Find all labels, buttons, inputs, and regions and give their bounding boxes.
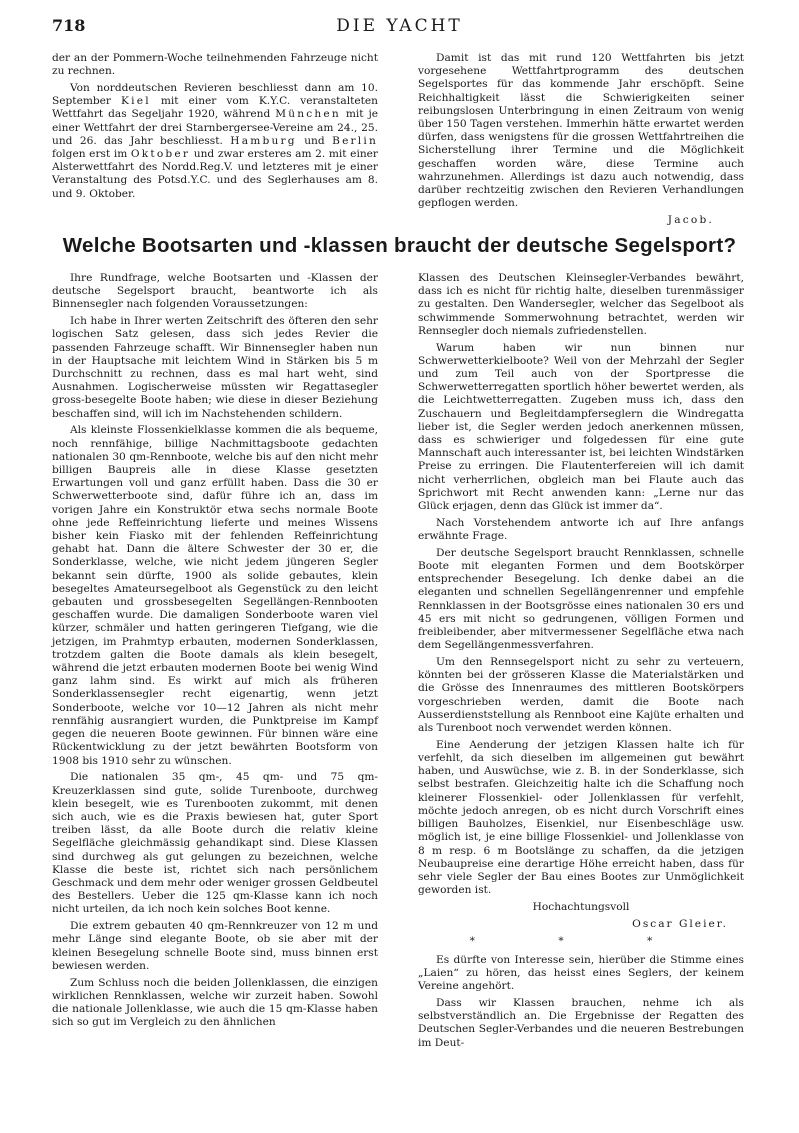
paragraph: Die extrem gebauten 40 qm-Rennkreuzer von 12 m und mehr Länge sind elegante Boote, ob sie aber mit der kleinen Besegelung schnelle Boote sind, muss binnen erst bewiesen werden. [52,920,378,972]
signature: Jacob. [667,214,714,227]
article-right-column [418,272,744,1053]
previous-article-left-column [52,52,378,204]
previous-article-right-column [418,52,744,227]
closing-salutation: Hochachtungsvoll [532,900,630,913]
page-number: 718 [52,16,86,35]
paragraph: Damit ist das mit rund 120 Wettfahrten bis jetzt vorgesehene Wettfahrtprogramm des deutschen Segelsportes für das kommende Jahr erschöpft. Seine Reichhaltigkeit lässt die Schwierigkeiten seiner reibungslosen Unterbringung in einen Zeitraum von wenig über 150 Tagen verstehen. Immerhin hätte erwartet werden dürfen, dass wenigstens für die grossen Wettfahrtreihen die Sicherstellung ihrer Termine und die Möglichkeit geschaffen worden wäre, diese Termine auch wahrzunehmen. Allerdings ist dazu auch notwendig, dass darüber rechtzeitig zwischen den Revieren Verhandlungen gepflogen werden. [418,52,744,210]
section-separator: * * * [469,934,693,947]
paragraph: Klassen des Deutschen Kleinsegler-Verbandes bewährt, dass ich es nicht für richtig halte, dieselben turenmässiger zu gestalten. Den Wandersegler, welcher das Segelboot als schwimmende Sommerwohnung betrachtet, werden wir Rennsegler doch niemals zufriedenstellen. [418,272,744,337]
paragraph: Dass wir Klassen brauchen, nehme ich als selbstverständlich an. Die Ergebnisse der Regatten des Deutschen Segler-Verbandes und die neueren Bestrebungen im Deut- [418,996,744,1049]
paragraph: Ich habe in Ihrer werten Zeitschrift des öfteren den sehr logischen Satz gelesen, dass sich jedes Revier die passenden Fahrzeuge schafft. Wir Binnensegler haben nun in der Hauptsache mit leichtem Wind in Stärken bis 5 m Durchschnitt zu rechnen, dass es mal hart weht, sind Ausnahmen. Logischerweise müssten wir Regattasegler gross-besegelte Boote haben; wie diese in dieser Beziehung beschaffen sind, will ich im Nachstehenden schildern. [52,315,378,420]
paragraph: Eine Aenderung der jetzigen Klassen halte ich für verfehlt, da sich dieselben im allgemeinen gut bewährt haben, und Auswüchse, wie z. B. in der Sonderklasse, sich selbst bestrafen. Gleichzeitig halte ich die Schaffung noch kleinerer Flossenkiel- oder Jollenklassen für verfehlt, möchte jedoch anregen, ob es nicht durch Vorschrift eines billigen Bauholzes, Eisenkiel, nur Eisenbeschläge usw. möglich ist, je eine billige Flossenkiel- und Jollenklasse von 8 m resp. 6 m Bootslänge zu schaffen, da die jetzigen Neubaupreise eine derartige Höhe erreicht haben, dass für sehr viele Segler der Bau eines Bootes zur Unmöglichkeit geworden ist. [418,738,744,897]
paragraph: Nach Vorstehendem antworte ich auf Ihre anfangs erwähnte Frage. [418,516,744,543]
article-title: Welche Bootsarten und -klassen braucht der deutsche Segelsport? [62,234,737,257]
paragraph: Ihre Rundfrage, welche Bootsarten und -Klassen der deutsche Segelsport braucht, beantworte ich als Binnensegler nach folgenden Voraussetzungen: [52,272,378,311]
author-name: Oscar Gleier. [632,917,728,930]
paragraph: Als kleinste Flossenkielklasse kommen die als bequeme, noch rennfähige, billige Nachmittagsboote gedachten nationalen 30 qm-Rennboote, welche bis auf den nicht mehr billigen Baupreis alle in diese Klasse gesetzten Erwartungen voll und ganz erfüllt haben. Dass die 30 er Schwerwetterboote sind, dafür führe ich an, dass im vorigen Jahre ein Konstruktör etwa sechs normale Boote ohne jede Reffeinrichtung lieferte und meines Wissens bisher kein Fiasko mit der fehlenden Reffeinrichtung gehabt hat. Dann die ältere Schwester der 30 er, die Sonderklasse, welche, wie nicht jedem jüngeren Segler bekannt sein dürfte, 1900 als solide gebautes, klein besegeltes Amateursegelboot als Gegenstück zu den leicht gebauten und grossbesegelten Segellängen-Rennbooten geschaffen wurde. Die damaligen Sonderboote waren viel kürzer, schmäler und hatten geringeren Tiefgang, wie die jetzigen, im Prahmtyp erbauten, modernen Sonderklassen, trotzdem galten die Boote damals als klein besegelt, während die jetzt erbauten modernen Boote bei wenig Wind ganz lahm sind. Es wirkt auf mich als früheren Sonderklassensegler recht eigenartig, wenn jetzt Sonderboote, welche vor 10—12 Jahren als nicht mehr rennfähig ausrangiert wurden, die Punktpreise im Kampf gegen die neueren Boote gewinnen. Für binnen wäre eine Rückentwicklung zu der jetzt bewährten Bootsform von 1908 bis 1910 sehr zu wünschen. [52,424,378,767]
paragraph: Warum haben wir nun binnen nur Schwerwetterkielboote? Weil von der Mehrzahl der Segler und zum Teil auch von der Sportpresse die Schwerwetterregatten sportlich höher bewertet werden, als die Leichtwetterregatten. Zugeben muss ich, dass den Zuschauern und Begleitdampferseglern die Windregatta lieber ist, die Segler werden jedoch anerkennen müssen, dass es schwieriger und folgedessen für eine gute Mannschaft auch interessanter ist, bei leichten Windstärken Preise zu erringen. Die Flautenterfereien will ich damit nicht verherrlichen, obgleich man bei Flaute auch das Sprichwort mit Recht anwenden kann: „Lerne nur das Glück erjagen, denn das Glück ist immer da“. [418,341,744,513]
paragraph: der an der Pommern-Woche teilnehmenden Fahrzeuge nicht zu rechnen. [52,52,378,78]
running-title: DIE YACHT [336,16,463,36]
paragraph: Es dürfte von Interesse sein, hierüber die Stimme eines „Laien“ zu hören, das heisst eines Seglers, der keinem Vereine angehört. [418,953,744,993]
article-left-column [52,272,378,1033]
paragraph: Um den Rennsegelsport nicht zu sehr zu verteuern, könnten bei der grösseren Klasse die Materialstärken und die Grösse des Innenraumes des mittleren Bootskörpers vorgeschrieben werden, damit die Boote nach Ausserdienststellung als Rennboot eine Kajüte erhalten und als Turenboot noch verwendet werden können. [418,656,744,735]
paragraph: Die nationalen 35 qm-, 45 qm- und 75 qm-Kreuzerklassen sind gute, solide Turenboote, durchweg klein besegelt, wie es Turenbooten zukommt, mit denen sich auch, wie es die Praxis bewiesen hat, guter Sport treiben lässt, da alle Boote durch die relativ kleine Segelfläche gleichmässig gehandikapt sind. Diese Klassen sind durchweg als gut gelungen zu bezeichnen, welche Klasse die beste ist, richtet sich nach persönlichem Geschmack und dem mehr oder weniger grossen Geldbeutel des Bestellers. Ueber die 125 qm-Klasse kann ich noch nicht urteilen, da ich noch kein solches Boot kenne. [52,771,378,916]
page-header [52,14,747,40]
paragraph: Der deutsche Segelsport braucht Rennklassen, schnelle Boote mit eleganten Formen und dem Bootskörper entsprechender Besegelung. Ich denke dabei an die eleganten und schnellen Segellängenrenner und empfehle Rennklassen in der Bootsgrösse eines nationalen 30 ers und 45 ers mit nicht so gedrungenen, völligen Formen und freibleibender, aber mitvermessener Segelfläche etwa nach dem Segellängenmessverfahren. [418,546,744,652]
paragraph: Von norddeutschen Revieren beschliesst dann am 10. September Kiel mit einer vom K.Y.C. veranstalteten Wettfahrt das Segeljahr 1920, während München mit je einer Wettfahrt der drei Starnbergersee-Vereine am 24., 25. und 26. das Jahr beschliesst. Hamburg und Berlin folgen erst im Oktober und zwar ersteres am 2. mit einer Alsterwettfahrt des Nordd.Reg.V. und letzteres mit je einer Veranstaltung des Potsd.Y.C. und des Seglerhauses am 8. und 9. Oktober. [52,82,378,200]
paragraph: Zum Schluss noch die beiden Jollenklassen, die einzigen wirklichen Rennklassen, welche wir zurzeit haben. Sowohl die nationale Jollenklasse, wie auch die 15 qm-Klasse haben sich so gut im Vergleich zu den ähnlichen [52,976,378,1029]
